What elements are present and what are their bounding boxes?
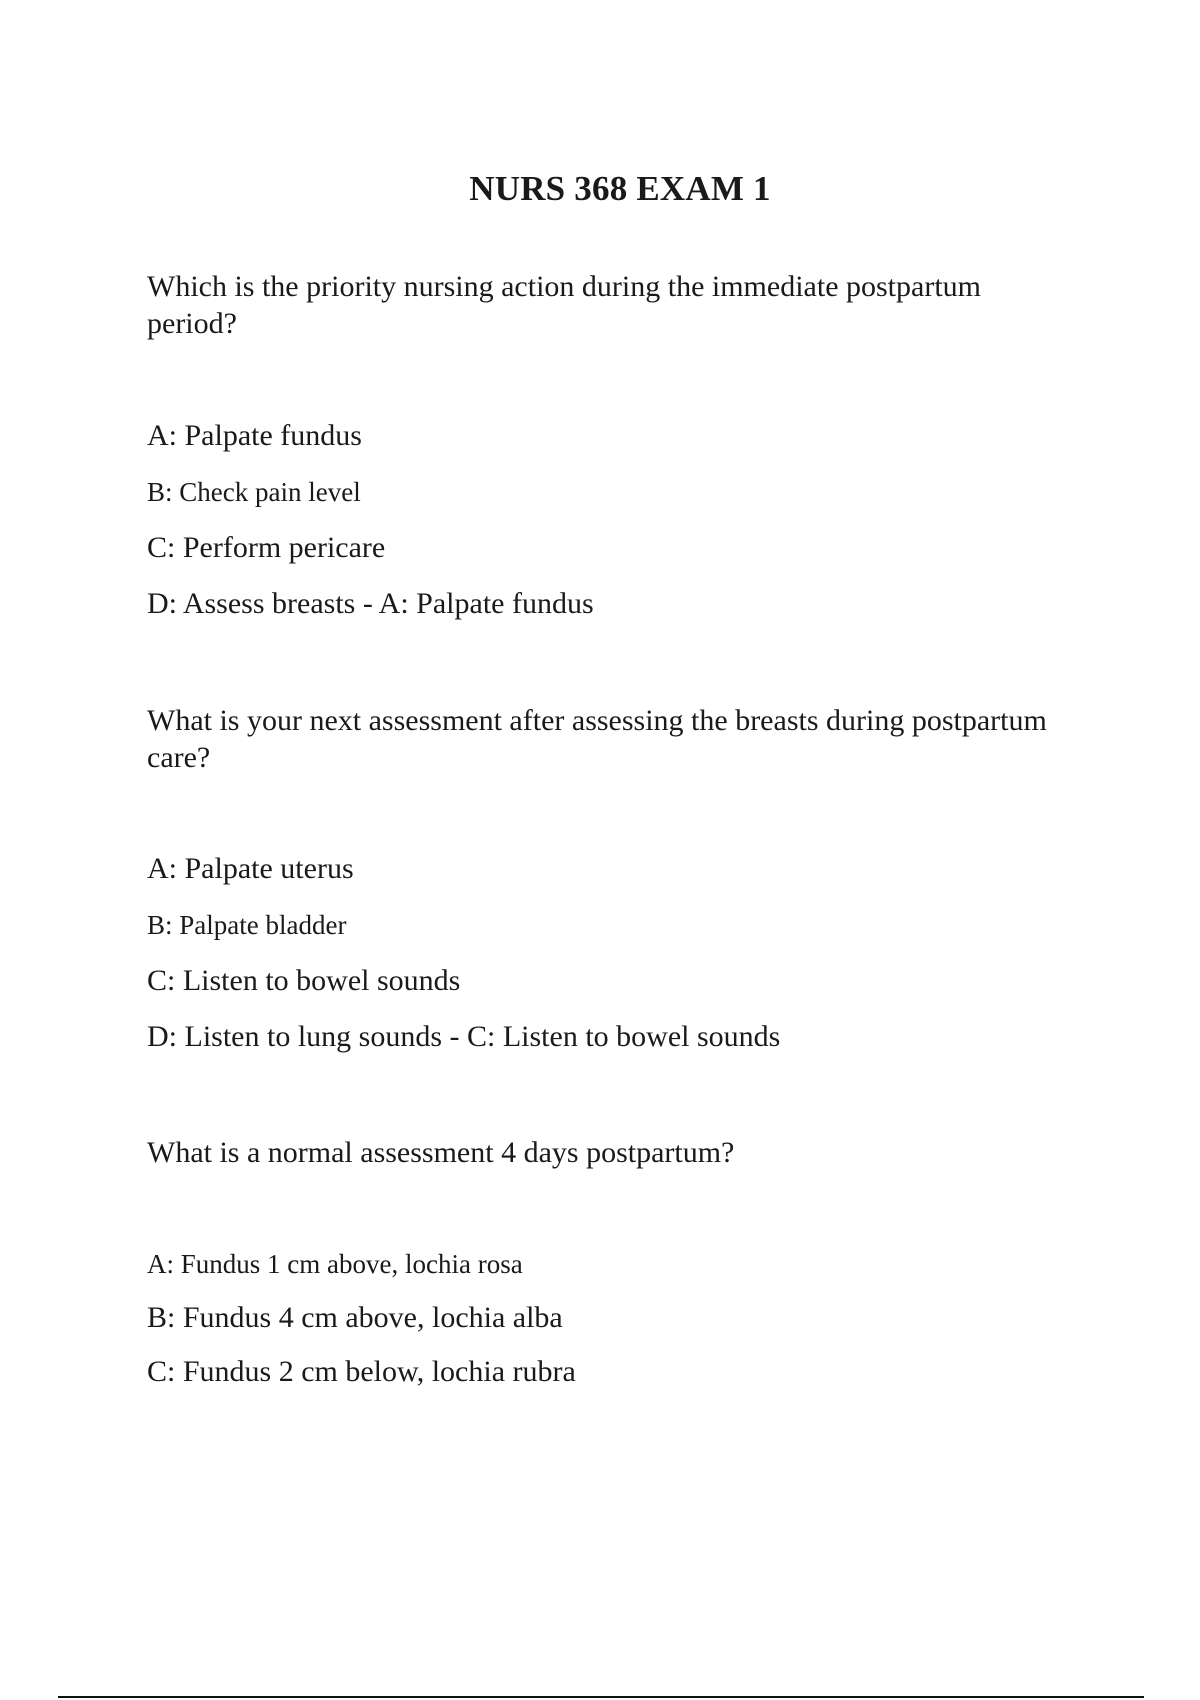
question-text: What is a normal assessment 4 days postpartum? <box>147 1136 735 1169</box>
question-text: What is your next assessment after assessing the breasts during postpartum care? <box>147 704 1047 774</box>
answer-option: B: Palpate bladder <box>147 910 347 940</box>
question-3 <box>147 1134 1067 1171</box>
page-title: NURS 368 EXAM 1 <box>469 169 771 209</box>
answer-option: A: Fundus 1 cm above, lochia rosa <box>147 1249 523 1279</box>
question-3-options <box>147 1246 1067 1408</box>
footer-divider <box>58 1696 1144 1698</box>
answer-option: B: Fundus 4 cm above, lochia alba <box>147 1301 563 1334</box>
question-1 <box>147 268 1067 342</box>
question-text: Which is the priority nursing action during the immediate postpartum period? <box>147 270 981 340</box>
answer-option: D: Assess breasts - A: Palpate fundus <box>147 587 594 620</box>
question-1-options <box>147 418 1067 642</box>
answer-option: A: Palpate uterus <box>147 852 354 885</box>
answer-option: A: Palpate fundus <box>147 419 362 452</box>
question-2-options <box>147 851 1067 1075</box>
answer-option: C: Listen to bowel sounds <box>147 964 461 997</box>
question-2 <box>147 702 1067 776</box>
answer-option: D: Listen to lung sounds - C: Listen to bowel sounds <box>147 1020 781 1053</box>
answer-option: C: Perform pericare <box>147 531 386 564</box>
answer-option: C: Fundus 2 cm below, lochia rubra <box>147 1355 576 1388</box>
answer-option: B: Check pain level <box>147 477 361 507</box>
